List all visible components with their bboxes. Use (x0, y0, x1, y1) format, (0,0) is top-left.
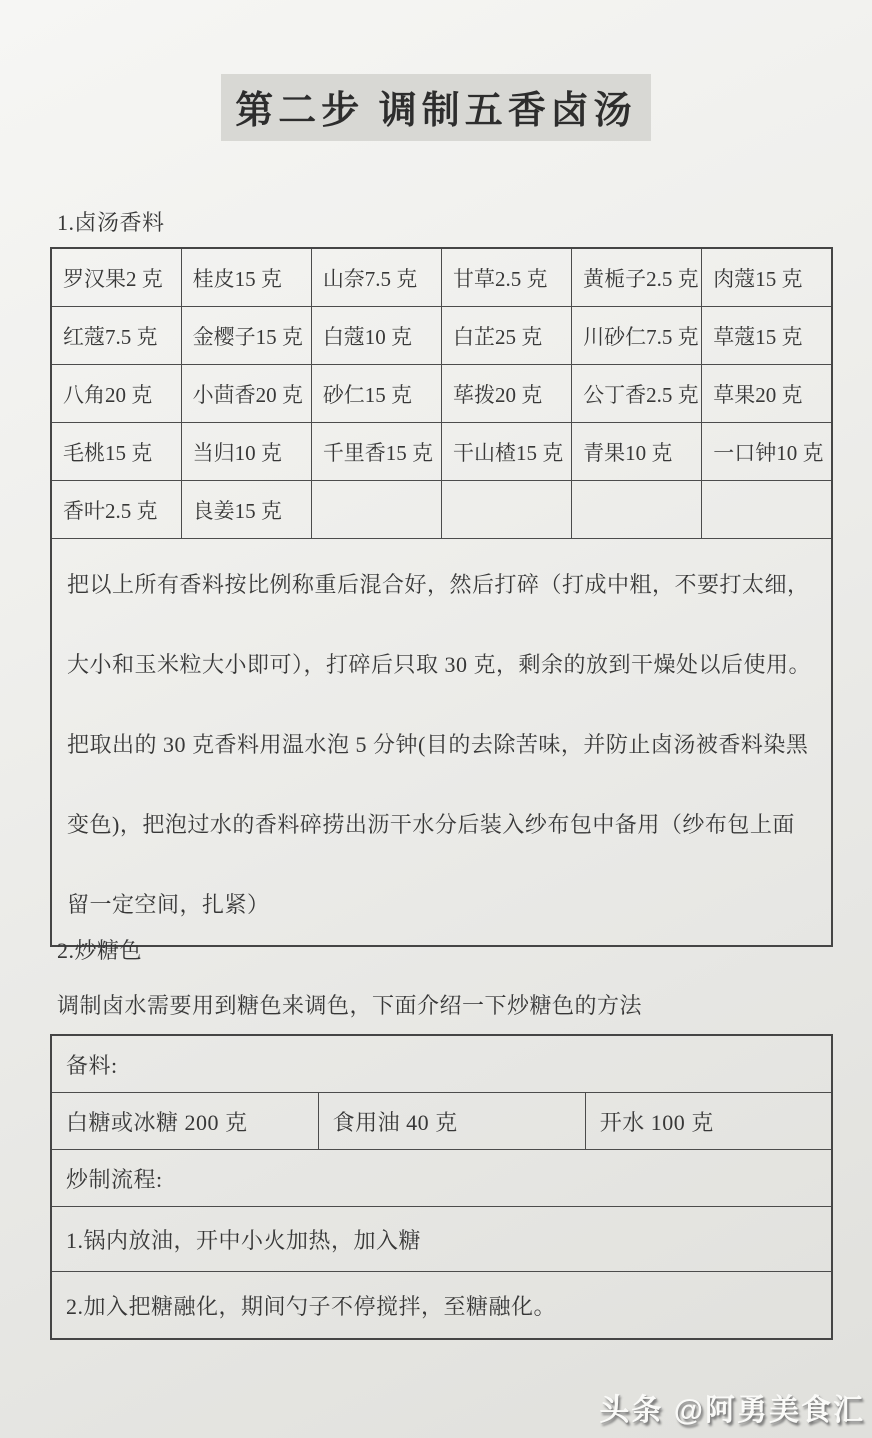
sugar-table (50, 1034, 833, 1340)
table-row (51, 307, 832, 365)
spice-cell: 甘草2.5 克 (441, 248, 571, 307)
spice-cell: 肉蔻15 克 (702, 248, 832, 307)
spice-cell: 青果10 克 (572, 423, 702, 481)
table-row (51, 248, 832, 307)
spice-cell: 良姜15 克 (181, 481, 311, 539)
table-row (51, 423, 832, 481)
spice-cell: 白蔻10 克 (311, 307, 441, 365)
spice-cell (441, 481, 571, 539)
watermark: 头条 @阿勇美食汇 (599, 1394, 865, 1427)
spice-cell: 草果20 克 (702, 365, 832, 423)
spice-cell: 红蔻7.5 克 (51, 307, 181, 365)
ingredient-cell: 开水 100 克 (585, 1093, 832, 1150)
spice-cell: 罗汉果2 克 (51, 248, 181, 307)
spice-cell: 金樱子15 克 (181, 307, 311, 365)
spice-cell (311, 481, 441, 539)
spice-table (50, 247, 833, 947)
section2-heading: 2.炒糖色 (57, 938, 143, 963)
spice-cell: 川砂仁7.5 克 (572, 307, 702, 365)
process-label-cell: 炒制流程: (51, 1150, 832, 1207)
section1-heading: 1.卤汤香料 (57, 210, 165, 235)
spice-cell: 桂皮15 克 (181, 248, 311, 307)
spice-cell: 八角20 克 (51, 365, 181, 423)
spice-cell: 香叶2.5 克 (51, 481, 181, 539)
ingredient-cell: 白糖或冰糖 200 克 (51, 1093, 318, 1150)
spice-cell: 白芷25 克 (441, 307, 571, 365)
step-cell: 1.锅内放油，开中小火加热，加入糖 (51, 1207, 832, 1272)
spice-cell (702, 481, 832, 539)
spice-cell: 小茴香20 克 (181, 365, 311, 423)
table-row (51, 1272, 832, 1340)
table-row (51, 1035, 832, 1093)
spice-cell (572, 481, 702, 539)
spice-cell: 干山楂15 克 (441, 423, 571, 481)
spice-cell: 毛桃15 克 (51, 423, 181, 481)
spice-cell: 草蔻15 克 (702, 307, 832, 365)
title-row (0, 74, 872, 141)
table-row (51, 539, 832, 947)
spice-cell: 砂仁15 克 (311, 365, 441, 423)
spice-cell: 荜拨20 克 (441, 365, 571, 423)
table-row (51, 481, 832, 539)
table-row (51, 1093, 832, 1150)
spice-cell: 公丁香2.5 克 (572, 365, 702, 423)
table-row (51, 365, 832, 423)
table-row (51, 1207, 832, 1272)
spice-cell: 一口钟10 克 (702, 423, 832, 481)
step-cell: 2.加入把糖融化，期间勺子不停搅拌，至糖融化。 (51, 1272, 832, 1340)
section2-intro: 调制卤水需要用到糖色来调色，下面介绍一下炒糖色的方法 (57, 993, 643, 1018)
spice-cell: 山奈7.5 克 (311, 248, 441, 307)
page-title: 第二步 调制五香卤汤 (221, 74, 651, 141)
table-row (51, 1150, 832, 1207)
spice-cell: 黄栀子2.5 克 (572, 248, 702, 307)
spice-cell: 千里香15 克 (311, 423, 441, 481)
ingredient-cell: 食用油 40 克 (318, 1093, 585, 1150)
prep-label-cell: 备料: (51, 1035, 832, 1093)
spice-note: 把以上所有香料按比例称重后混合好，然后打碎（打成中粗，不要打太细，大小和玉米粒大小即可），打碎后只取 30 克，剩余的放到干燥处以后使用。把取出的 30 克香料用温水泡 5 分钟(目的去除苦味，并防止卤汤被香料染黑变色)，把泡过水的香料碎捞出沥干水分后装入纱布包中备用（纱布包上面留一定空间，扎紧） (51, 539, 832, 947)
spice-cell: 当归10 克 (181, 423, 311, 481)
